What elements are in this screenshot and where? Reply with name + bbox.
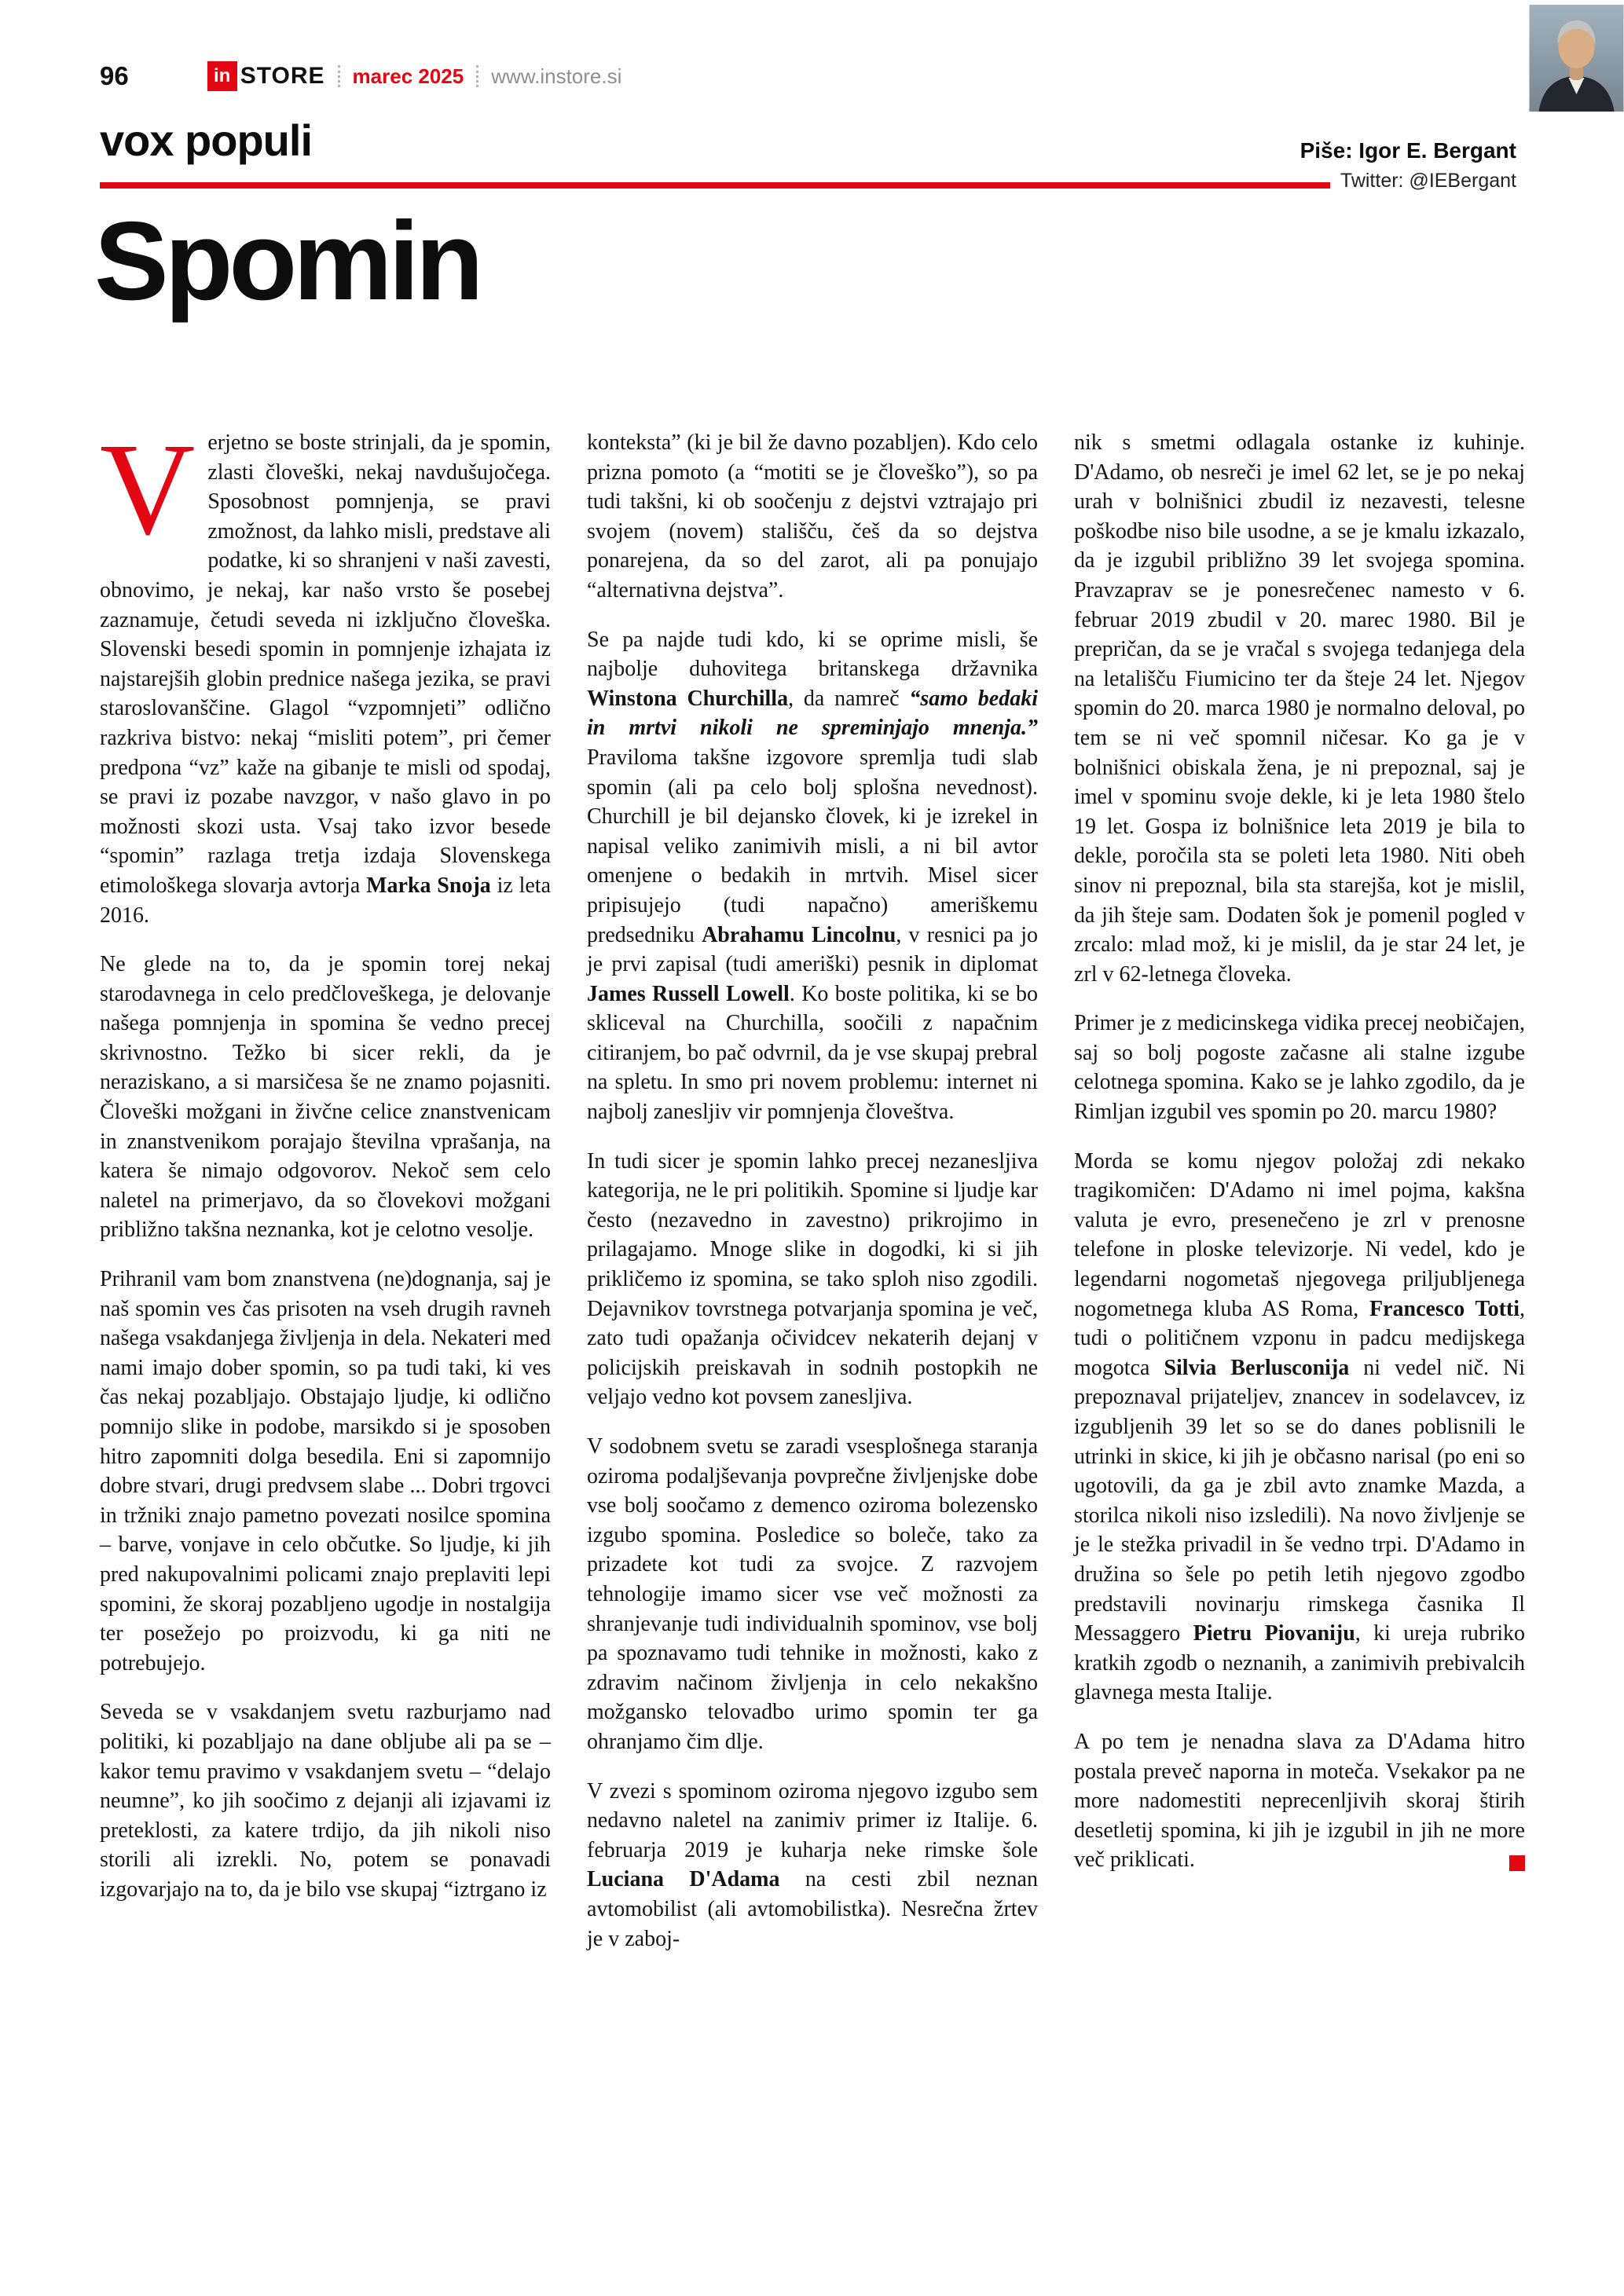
article-paragraph	[100, 416, 552, 930]
article-paragraph	[587, 1432, 1038, 1757]
text-segment: erjetno se boste strinjali, da je spomin, zlasti človeški, nekaj navdušujočega. Sposobnost pomnjenja, se pravi zmožnost, da lahko misli, predstave ali podatke, ki so shranjeni v naši zavesti, obnovimo, je nekaj, kar našo vrsto še posebej zaznamuje, četudi seveda ni izključno človeška. Slovenski besedi spomin in pomnjenje izhajata iz najstarejših globin prednice našega jezika, se pravi staroslovanščine. Glagol “vzpomnjeti” odlično razkriva bistvo: nekaj “misliti potem”, pri čemer predpona “vz” kaže na gibanje te misli od spodaj, se pravi iz pozabe navzgor, v našo glavo in po možnosti skozi usta. Vsaj tako izvor besede “spomin” razlaga tretja izdaja Slovenskega etimološkega slovarja avtorja	[100, 430, 551, 898]
text-segment: Morda se komu njegov položaj zdi nekako tragikomičen: D'Adamo ni imel pojma, kakšna valuta je evro, presenečeno je zrl v prenosne telefone in ploske televizorje. Ni vedel, kdo je legendarni nogometaš njegovega priljubljenega nogometnega kluba AS Roma,	[1074, 1148, 1525, 1321]
byline	[1300, 138, 1516, 192]
article-title: Spomin	[94, 199, 480, 324]
article-paragraph	[100, 1265, 551, 1678]
masthead-separator	[476, 65, 478, 87]
article-paragraph	[587, 1147, 1038, 1412]
text-segment: , ki ureja rubriko kratkih zgodb o neznanih, a zanimivih prebivalcih glavnega mesta Italije.	[1074, 1621, 1526, 1705]
text-segment: konteksta” (ki je bil že davno pozabljen). Kdo celo prizna pomoto (a “motiti se je človeško”), so pa tudi takšni, ki ob soočenju z dejstvi vztrajajo pri svojem (novem) stališču, češ da so dejstva ponarejena, da so del zarot, ali pa ponujajo “alternativna dejstva”.	[587, 430, 1038, 602]
byline-author: Piše: Igor E. Bergant	[1300, 138, 1516, 163]
article-column-1	[100, 416, 552, 1954]
article-column-3	[1074, 428, 1525, 1954]
text-segment: , da namreč	[788, 686, 910, 711]
emphasized-name: Marka Snoja	[366, 873, 491, 898]
article-body	[100, 416, 1526, 1954]
text-segment: na cesti zbil neznan avtomobilist (ali avtomobilistka). Nesrečna žrtev je v zaboj-	[587, 1867, 1038, 1951]
end-of-article-mark	[1509, 1855, 1525, 1871]
section-divider-rule	[100, 182, 1330, 189]
text-segment: Prihranil vam bom znanstvena (ne)dognanja, saj je naš spomin ves čas prisoten na vseh drugih ravneh našega vsakdanjega življenja in dela. Nekateri med nami imajo dober spomin, so pa tudi taki, ki ves čas nekaj pozabljajo. Obstajajo ljudje, ki odlično pomnijo slike in podobe, marsikdo si je sposoben hitro zapomniti dolga besedila. Eni si zapomnijo dobre stvari, drugi predvsem slabe ... Dobri trgovci in tržniki znajo pametno povezati nosilce spomina – barve, vonjave in celo občutke. So ljudje, ki jih pred nakupovalnimi policami znajo preplaviti lepi spomini, že skoraj pozabljeno ugodje in nostalgija ter posežejo po proizvodu, ki ga niti ne potrebujejo.	[100, 1267, 551, 1675]
text-segment: . Ko boste politika, ki se bo skliceval na Churchilla, soočili z napačnim citiranjem, bo pač odvrnil, da je vse skupaj prebral na spletu. In smo pri novem problemu: internet ni najbolj zanesljiv vir pomnjenja človeštva.	[587, 981, 1038, 1125]
text-segment: In tudi sicer je spomin lahko precej nezanesljiva kategorija, ne le pri politikih. Spomine si ljudje kar često (nezavedno in zavestno) prikrojimo in prilagajamo. Mnoge slike in dogodki, ki si jih prikličemo iz spomina, se tako sploh niso zgodili. Dejavnikov tovrstnega potvarjanja spomina je več, zato tudi opažanja očividcev nekaterih dejanj v policijskih preiskavah in sodnih postopkih ne veljajo vedno kot povsem zanesljiva.	[587, 1148, 1038, 1410]
emphasized-name: Silvia Berlusconija	[1164, 1355, 1350, 1380]
author-photo	[1529, 5, 1624, 112]
article-paragraph	[1074, 1009, 1525, 1126]
article-column-2	[587, 428, 1038, 1954]
emphasized-name: “samo bedaki in mrtvi nikoli ne spreminjajo mnenja.”	[587, 686, 1038, 741]
text-segment: , v resnici pa jo je prvi zapisal (tudi ameriški) pesnik in diplomat	[587, 922, 1038, 977]
article-paragraph	[587, 625, 1038, 1127]
emphasized-name: Pietru Piovaniju	[1193, 1621, 1355, 1646]
emphasized-name: Francesco Totti	[1369, 1296, 1520, 1321]
text-segment: Ne glede na to, da je spomin torej nekaj starodavnega in celo predčloveškega, je delovanje našega pomnjenja in spomina še vedno precej skrivnostno. Težko bi sicer rekli, da je neraziskano, a si marsičesa še ne znamo pojasniti. Človeški možgani in živčne celice znanstvenicam in znanstvenikom porajajo številna vprašanja, na katera še nimajo odgovorov. Nekoč sem celo naletel na primerjavo, da so človekovi možgani približno takšna neznanka, kot je celotno vesolje.	[100, 952, 551, 1243]
text-segment: iz leta 2016.	[100, 873, 552, 928]
article-paragraph	[100, 1697, 551, 1904]
text-segment: Se pa najde tudi kdo, ki se oprime misli, še najbolje duhovitega britanskega državnika	[587, 627, 1038, 682]
article-paragraph	[1074, 428, 1525, 989]
article-paragraph	[587, 1777, 1038, 1954]
article-paragraph	[1074, 1727, 1525, 1875]
issue-date: marec 2025	[352, 64, 464, 88]
text-segment: V zvezi s spominom oziroma njegovo izgubo sem nedavno naletel na zanimiv primer iz Italije. 6. februarja 2019 je kuharja neke rimske šole	[587, 1778, 1038, 1862]
text-segment: Praviloma takšne izgovore spremlja tudi slab spomin (ali pa celo bolj splošna nevednost). Churchill je bil dejansko človek, ki je izrekel in napisal veliko zanimivih misli, a ni bil avtor omenjene o bedakih in mrtvih. Misel sicer pripisujejo (tudi napačno) ameriškemu predsedniku	[587, 745, 1038, 947]
text-segment: A po tem je nenadna slava za D'Adama hitro postala preveč naporna in moteča. Vsekakor pa ne more nadomestiti neprecenljivih skoraj štirih desetletij spomina, ki jih je izgubil in jih ne more več priklicati.	[1074, 1729, 1525, 1873]
emphasized-name: Winstona Churchilla	[587, 686, 789, 711]
emphasized-name: Luciana D'Adama	[587, 1867, 780, 1892]
website-url: www.instore.si	[491, 64, 622, 88]
text-segment: Primer je z medicinskega vidika precej neobičajen, saj so bolj pogoste začasne ali stalne izgube celotnega spomina. Kako se je lahko zgodilo, da je Rimljan izgubil ves spomin po 20. marcu 1980?	[1074, 1011, 1525, 1125]
text-segment: , tudi o političnem vzponu in padcu medijskega mogotca	[1074, 1296, 1525, 1380]
text-segment: ni vedel nič. Ni prepoznaval prijateljev, znancev in sodelavcev, iz izgubljenih 39 let so se do danes poblisnili le utrinki in skice, ki jih je občasno narisal (po eni so ugotovili, da ga je zbil avto znamke Mazda, a storilca nikoli niso izsledili). Na novo življenje se je le stežka privadil in še vedno trpi. D'Adamo in družina so šele po petih letih njegovo zgodbo predstavili novinarju rimskega časnika Il Messaggero	[1074, 1355, 1526, 1646]
article-paragraph	[587, 428, 1038, 606]
article-paragraph	[1074, 1147, 1525, 1708]
emphasized-name: James Russell Lowell	[587, 981, 790, 1006]
drop-cap: V	[100, 416, 196, 562]
page-header	[100, 61, 621, 91]
emphasized-name: Abrahamu Lincolnu	[702, 922, 896, 947]
article-paragraph	[100, 950, 551, 1245]
text-segment: V sodobnem svetu se zaradi vsesplošnega staranja oziroma podaljševanja povprečne življenjske dobe vse bolj soočamo z demenco oziroma bolezensko izgubo spomina. Posledice so boleče, tako za prizadete kot tudi za svojce. Z razvojem tehnologije imamo sicer vse več možnosti za shranjevanje tudi individualnih spominov, vse bolj pa spoznavamo tudi tehnike in možnosti, kako z zdravim načinom življenja in celo nekakšno možgansko telovadbo urimo spomin ter ga ohranjamo čim dlje.	[587, 1434, 1038, 1754]
instore-logo-text: STORE	[240, 63, 325, 89]
masthead-separator	[338, 65, 340, 87]
text-segment: nik s smetmi odlagala ostanke iz kuhinje. D'Adamo, ob nesreči je imel 62 let, se je po nekaj urah v bolnišnici zbudil iz nezavesti, telesne poškodbe niso bile usodne, a se je kmalu izkazalo, da je izgubil približno 39 let svojega spomina. Pravzaprav se je ponesrečenec namesto v 6. februar 2019 zbudil v 20. marec 1980. Bil je prepričan, da se je vračal s svojega tedanjega dela na letališču Fiumicino ter da šteje 24 let. Njegov spomin do 20. marca 1980 je normalno deloval, po tem se ni več spomnil ničesar. Ko ga je v bolnišnici obiskala žena, je ni prepoznal, saj je imel v spominu svoje dekle, ki je leta 1980 štelo 19 let. Gospa iz bolnišnice leta 2019 je bila to dekle, poročila sta se poleti leta 1980. Niti obeh sinov ni prepoznal, bila sta starejša, kot je mislil, da jih šteje sam. Dodaten šok je pomenil pogled v zrcalo: mlad mož, ki je mislil, da je star 24 let, je zrl v 62-letnega človeka.	[1074, 430, 1525, 987]
instore-logo	[207, 61, 325, 91]
instore-logo-mark: in	[207, 61, 237, 91]
text-segment: Seveda se v vsakdanjem svetu razburjamo nad politiki, ki pozabljajo na dane obljube ali pa se – kakor temu pravimo v vsakdanjem svetu – “delajo neumne”, ko jih soočimo z dejanji ali izjavami iz preteklosti, za katere trdijo, da jih nikoli niso storili ali izrekli. No, potem se ponavadi izgovarjajo na to, da je bilo vse skupaj “iztrgano iz	[100, 1700, 551, 1902]
byline-twitter: Twitter: @IEBergant	[1340, 170, 1516, 192]
masthead	[207, 61, 622, 91]
section-title: vox populi	[100, 115, 312, 165]
page-number: 96	[100, 61, 129, 90]
